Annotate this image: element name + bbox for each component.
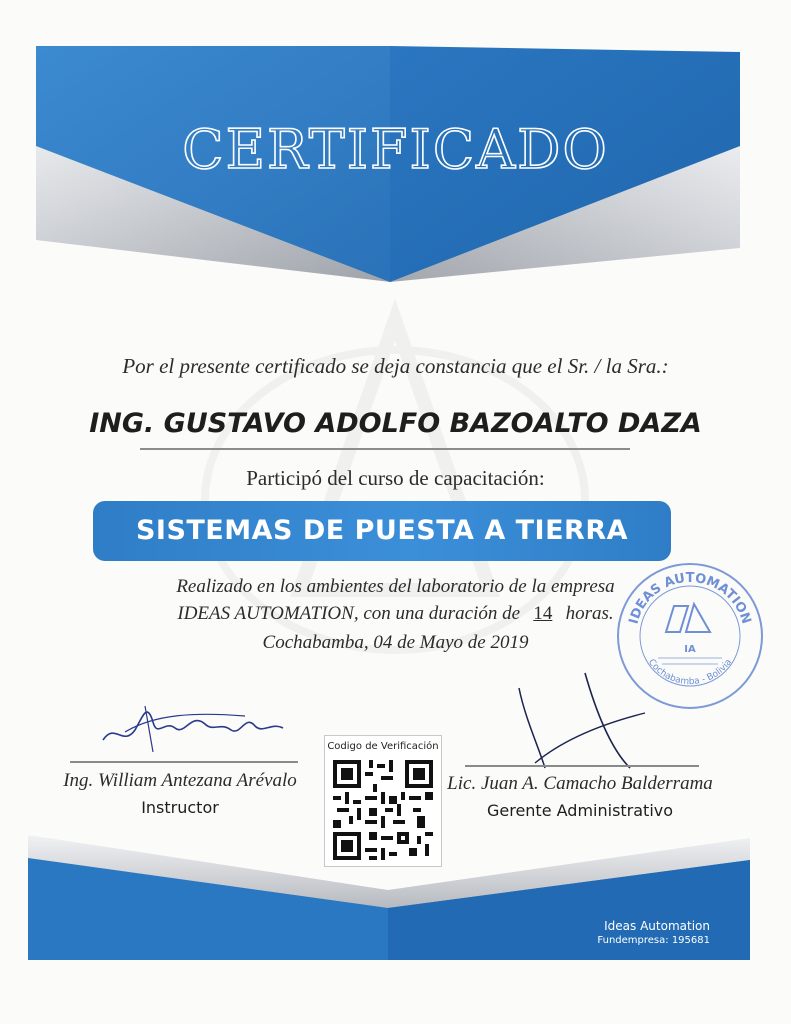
stamp-top-text: IDEAS AUTOMATION <box>626 571 754 626</box>
stamp-logo-triangle <box>686 604 710 632</box>
stamp-logo-text: IA <box>684 644 696 655</box>
course-name-banner <box>93 501 671 561</box>
place-date: Cochabamba, 04 de Mayo de 2019 <box>262 632 529 653</box>
recipient-name: ING. GUSTAVO ADOLFO BAZOALTO DAZA <box>89 408 702 439</box>
stamp-bottom-text: Cochabamba - Bolivia <box>645 657 735 688</box>
detail-line-1: Realizado en los ambientes del laboratorio de la empresa <box>176 576 615 597</box>
intro-text: Por el presente certificado se deja constancia que el Sr. / la Sra.: <box>122 354 669 378</box>
course-name: SISTEMAS DE PUESTA A TIERRA <box>135 515 629 546</box>
footer-company: Ideas Automation <box>604 919 710 933</box>
instructor-name: Ing. William Antezana Arévalo <box>63 770 297 791</box>
verification-label: Codigo de Verificación <box>327 741 439 752</box>
footer-registration: Fundempresa: 195681 <box>597 935 710 946</box>
manager-signature-line <box>465 765 699 767</box>
instructor-signature-scribble <box>95 692 295 762</box>
instructor-role: Instructor <box>141 798 219 817</box>
manager-role: Gerente Administrativo <box>486 801 674 820</box>
participation-label: Participó del curso de capacitación: <box>246 466 545 490</box>
stamp-logo-left-bar <box>666 606 688 632</box>
company-stamp <box>614 560 766 712</box>
certificate-title: CERTIFICADO <box>182 118 609 181</box>
manager-name: Lic. Juan A. Camacho Balderrama <box>447 773 713 794</box>
detail-line-2-prefix: IDEAS AUTOMATION, con una duración de <box>177 603 521 624</box>
qr-code-icon <box>333 760 433 860</box>
recipient-underline <box>140 448 630 450</box>
instructor-signature-line <box>70 761 298 763</box>
detail-line-2-suffix: horas. <box>565 603 614 624</box>
course-hours: 14 <box>533 603 553 624</box>
verification-box <box>324 735 442 867</box>
